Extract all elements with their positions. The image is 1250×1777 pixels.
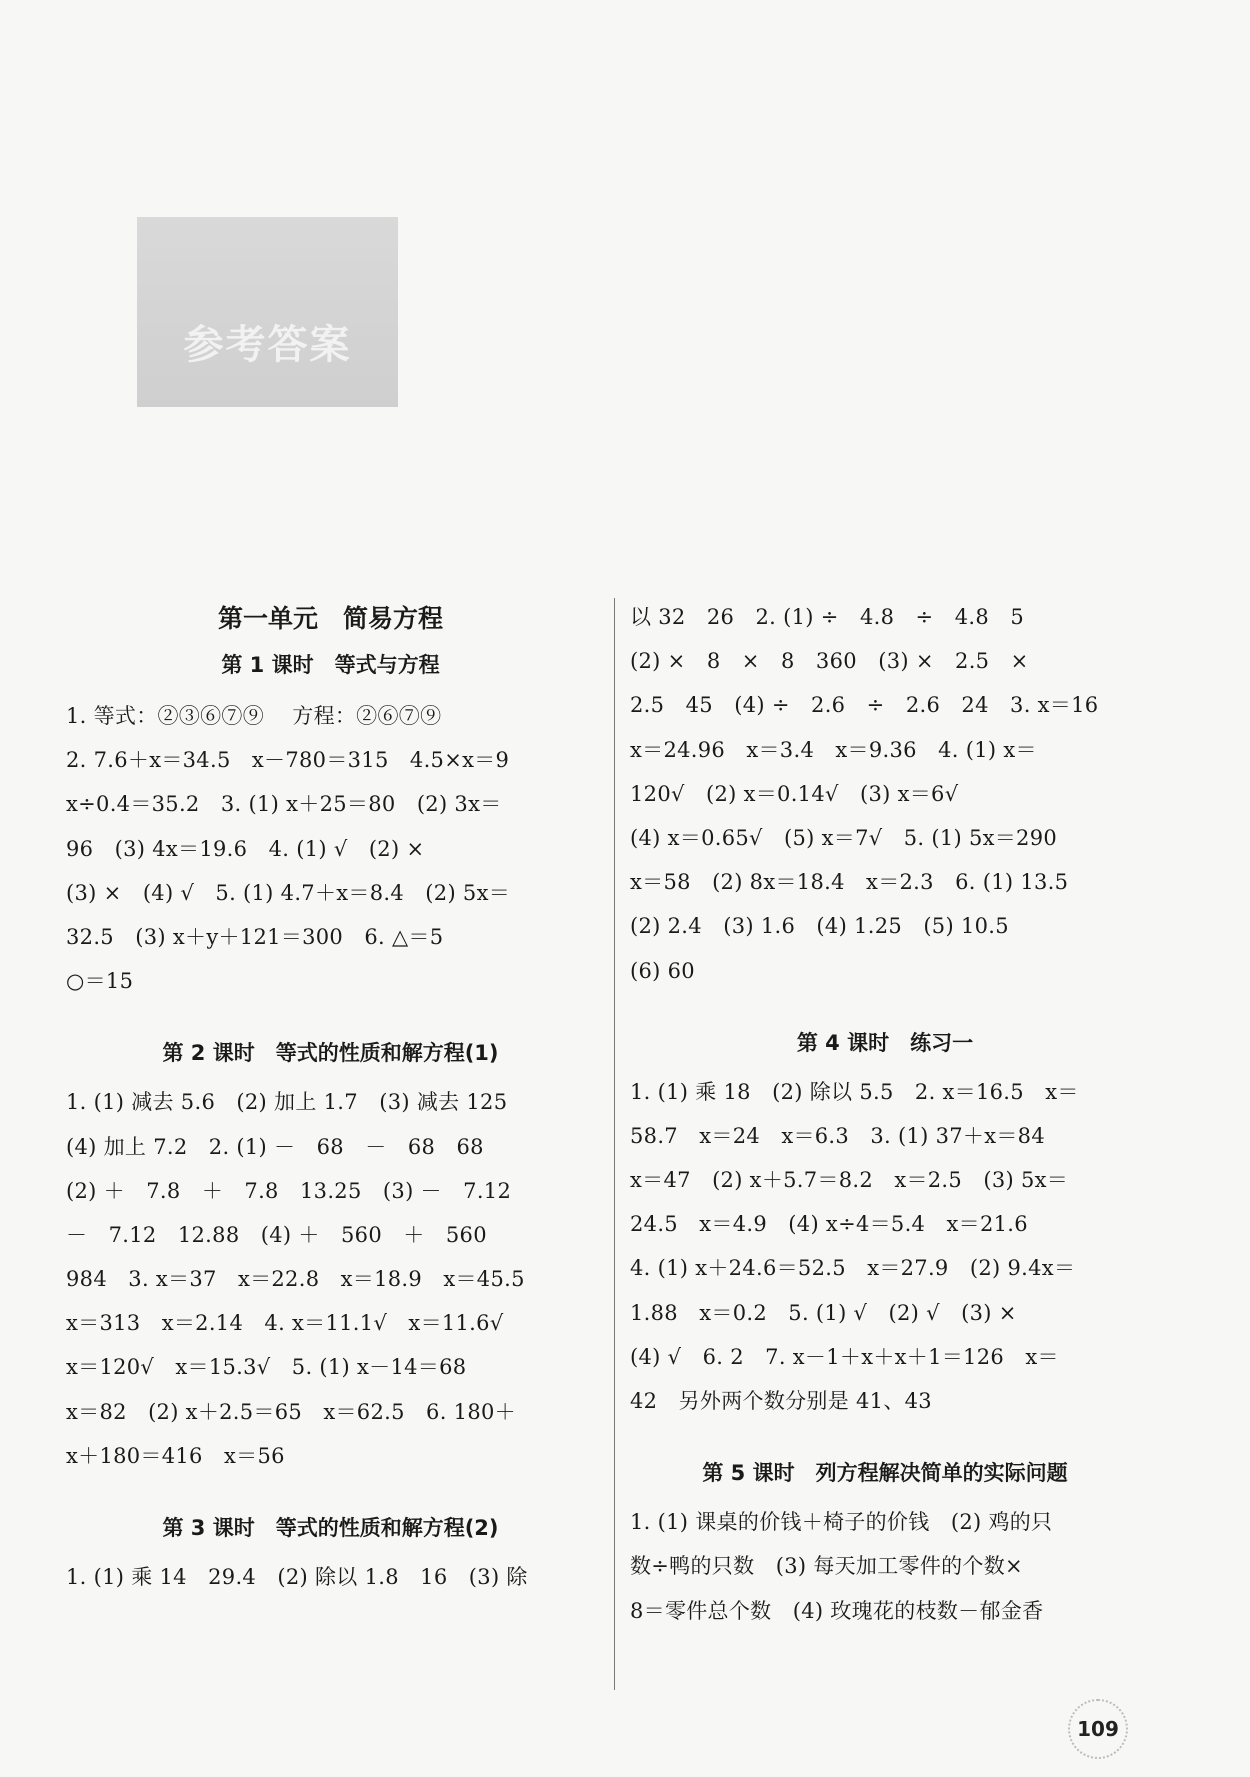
answer-line: 1. (1) 乘 14 29.4 (2) 除以 1.8 16 (3) 除 <box>66 1565 528 1589</box>
answer-line: (6) 60 <box>630 958 695 983</box>
right-column <box>630 595 1140 1633</box>
unit-title: 第一单元 简易方程 <box>217 604 443 633</box>
answer-line: 42 另外两个数分别是 41、43 <box>630 1389 932 1413</box>
answer-line: 984 3. x＝37 x＝22.8 x＝18.9 x＝45.5 <box>66 1267 525 1292</box>
answer-line: (3) × (4) √ 5. (1) 4.7＋x＝8.4 (2) 5x＝ <box>66 880 511 905</box>
answer-line: x＝58 (2) 8x＝18.4 x＝2.3 6. (1) 13.5 <box>630 870 1069 895</box>
lesson-3-title: 第 3 课时 等式的性质和解方程(2) <box>162 1516 499 1540</box>
answer-line: x＝120√ x＝15.3√ 5. (1) x－14＝68 <box>66 1355 467 1380</box>
answer-line: (2) ＋ 7.8 ＋ 7.8 13.25 (3) － 7.12 <box>66 1178 512 1203</box>
answer-line: 1. (1) 乘 18 (2) 除以 5.5 2. x＝16.5 x＝ <box>630 1079 1079 1104</box>
lesson-5-answers <box>630 1500 1140 1633</box>
lesson-3-continuation <box>630 595 1140 993</box>
answer-line: 1. 等式：②③⑥⑦⑨ 方程：②⑥⑦⑨ <box>66 704 442 728</box>
answer-line: (4) 加上 7.2 2. (1) － 68 － 68 68 <box>66 1134 484 1159</box>
answer-line: 1. (1) 课桌的价钱＋椅子的价钱 (2) 鸡的只 <box>630 1510 1053 1535</box>
answer-line: (2) × 8 × 8 360 (3) × 2.5 × <box>630 649 1029 674</box>
answer-line: 96 (3) 4x＝19.6 4. (1) √ (2) × <box>66 836 425 861</box>
answer-line: － 7.12 12.88 (4) ＋ 560 ＋ 560 <box>66 1222 487 1247</box>
column-divider <box>614 598 615 1690</box>
answer-line: x＝47 (2) x＋5.7＝8.2 x＝2.5 (3) 5x＝ <box>630 1168 1069 1193</box>
answer-line: 32.5 (3) x＋y＋121＝300 6. △＝5 <box>66 924 444 949</box>
answer-line: x＝313 x＝2.14 4. x＝11.1√ x＝11.6√ <box>66 1311 504 1336</box>
lesson-1-title: 第 1 课时 等式与方程 <box>221 653 440 677</box>
answer-line: 以 32 26 2. (1) ÷ 4.8 ÷ 4.8 5 <box>630 605 1024 629</box>
answer-header-title: 参考答案 <box>183 322 352 368</box>
lesson-4-answers <box>630 1070 1140 1424</box>
lesson-1-answers <box>66 694 571 1003</box>
answer-line: 120√ (2) x＝0.14√ (3) x＝6√ <box>630 781 959 806</box>
lesson-2-answers <box>66 1080 571 1478</box>
answer-line: 2. 7.6＋x＝34.5 x－780＝315 4.5×x＝9 <box>66 748 510 773</box>
answer-line: 8＝零件总个数 (4) 玫瑰花的枝数－郁金香 <box>630 1598 1044 1623</box>
answer-line: (2) 2.4 (3) 1.6 (4) 1.25 (5) 10.5 <box>630 914 1009 939</box>
answer-line: 数÷鸭的只数 (3) 每天加工零件的个数× <box>630 1554 1023 1579</box>
left-column <box>66 594 571 1599</box>
answer-line: 1. (1) 减去 5.6 (2) 加上 1.7 (3) 减去 125 <box>66 1090 508 1115</box>
lesson-2-title: 第 2 课时 等式的性质和解方程(1) <box>162 1041 499 1066</box>
answer-header-box <box>137 217 398 407</box>
answer-line: 58.7 x＝24 x＝6.3 3. (1) 37＋x＝84 <box>630 1123 1045 1148</box>
answer-line: x＝24.96 x＝3.4 x＝9.36 4. (1) x＝ <box>630 737 1037 762</box>
answer-line: 24.5 x＝4.9 (4) x÷4＝5.4 x＝21.6 <box>630 1212 1028 1237</box>
answer-line: 1.88 x＝0.2 5. (1) √ (2) √ (3) × <box>630 1300 1017 1325</box>
answer-line: (4) x＝0.65√ (5) x＝7√ 5. (1) 5x＝290 <box>630 825 1058 850</box>
answer-line: ○＝15 <box>66 969 134 994</box>
answer-line: (4) √ 6. 2 7. x－1＋x＋x＋1＝126 x＝ <box>630 1344 1059 1369</box>
answer-line: 4. (1) x＋24.6＝52.5 x＝27.9 (2) 9.4x＝ <box>630 1256 1076 1281</box>
answer-line: x÷0.4＝35.2 3. (1) x＋25＝80 (2) 3x＝ <box>66 792 502 817</box>
lesson-5-title: 第 5 课时 列方程解决简单的实际问题 <box>702 1461 1068 1486</box>
lesson-4-title: 第 4 课时 练习一 <box>796 1030 974 1055</box>
answer-line: 2.5 45 (4) ÷ 2.6 ÷ 2.6 24 3. x＝16 <box>630 693 1099 718</box>
page-number: 109 <box>1068 1699 1128 1759</box>
answer-line: x＋180＝416 x＝56 <box>66 1443 285 1468</box>
answer-line: x＝82 (2) x＋2.5＝65 x＝62.5 6. 180＋ <box>66 1399 516 1424</box>
lesson-3-answers <box>66 1555 571 1599</box>
